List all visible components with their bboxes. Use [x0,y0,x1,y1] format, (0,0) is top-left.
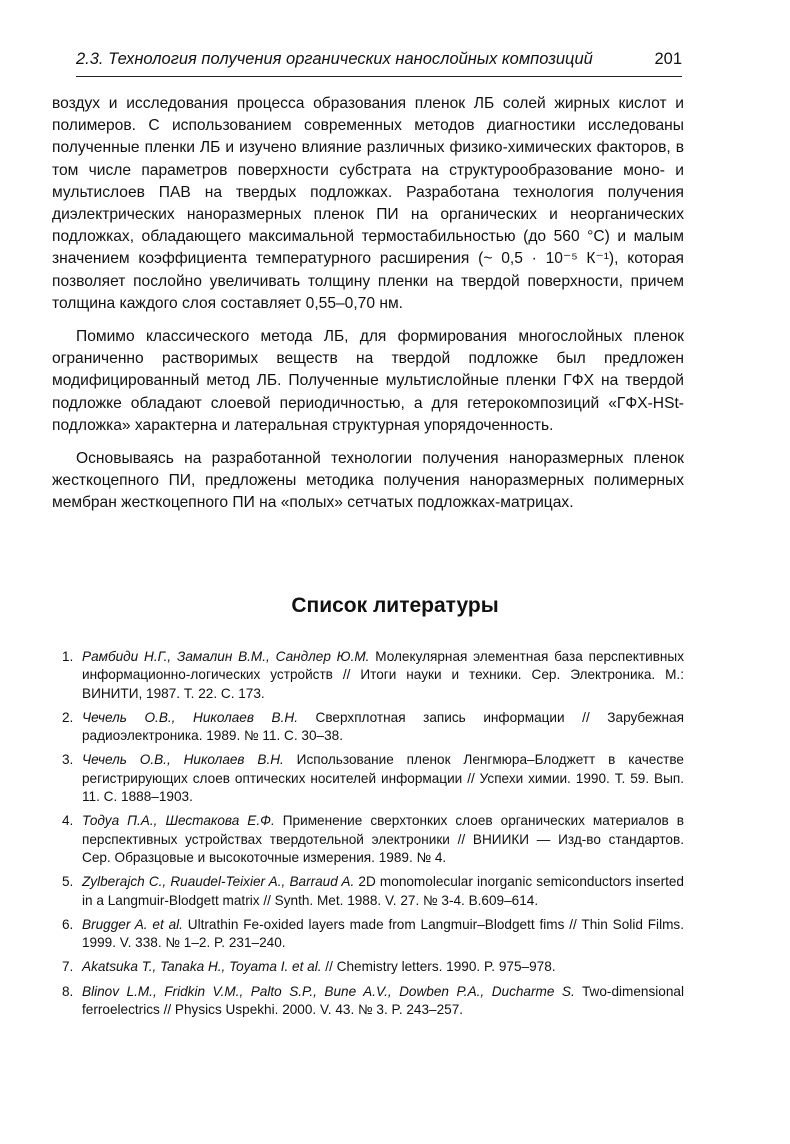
paragraph: Основываясь на разработанной технологии получения наноразмерных пленок жесткоцепного ПИ, предложены методика получения наноразмерных полимерных мембран жесткоцепного ПИ на «полых» сетчатых подложках-матрицах. [52,450,684,512]
reference-text: Сверхплотная запись информации // Зарубежная радиоэлектроника. 1989. № 11. С. 30–38. [82,709,684,744]
reference-item [52,709,684,746]
reference-authors: Zylberajch C., Ruaudel-Teixier A., Barraud A. [82,874,355,890]
reference-authors: Blinov L.M., Fridkin V.M., Palto S.P., Bune A.V., Dowben P.A., Ducharme S. [82,983,575,999]
reference-text: 2D monomolecular inorganic semiconductors inserted in a Langmuir-Blodgett matrix // Synth. Met. 1988. V. 27. № 3-4. B.609–614. [82,874,684,908]
running-head-title: 2.3. Технология получения органических нанослойных композиций [76,50,593,68]
reference-authors: Чечель О.В., Николаев В.Н. [82,752,284,768]
body-text [52,93,684,515]
reference-number: 1. [62,649,74,664]
page-number: 201 [654,50,682,68]
reference-text: Two-dimensional ferroelectrics // Physics Uspekhi. 2000. V. 43. № 3. P. 243–257. [82,983,685,1018]
reference-item [52,751,684,806]
reference-number: 6. [62,916,74,932]
reference-text: // Chemistry letters. 1990. P. 975–978. [321,959,556,975]
reference-item [52,812,684,867]
reference-item [52,648,684,703]
reference-number: 2. [62,709,74,725]
reference-number: 8. [62,983,74,999]
reference-authors: Brugger A. et al. [82,916,183,932]
reference-number: 3. [62,752,74,768]
reference-authors: Akatsuka T., Tanaka H., Toyama I. et al. [82,959,322,975]
reference-number: 4. [62,813,74,829]
reference-list [52,648,684,1025]
reference-item [52,873,684,910]
reference-text: Использование пленок Ленгмюра–Блоджетт в качестве регистрирующих слоев оптических носителей информации // Успехи химии. 1990. Т. 59. Вып. 11. С. 1888–1903. [82,752,684,805]
reference-number: 7. [62,959,74,975]
reference-item [52,958,684,976]
paragraph: воздух и исследования процесса образования пленок ЛБ солей жирных кислот и полимеров. С использованием современных методов диагностики исследованы полученные пленки ЛБ и изучено влияние различных физико-химических факторов, в том числе параметров поверхности субстрата на структурообразование моно- и мультислоев ПАВ на твердых подложках. Разработана технология получения диэлектрических наноразмерных пленок ПИ на органических и неорганических подложках, обладающего максимальной термостабильностью (до 560 °С) и малым значением коэффициента температурного расширения (~ 0,5 · 10⁻⁵ К⁻¹), которая позволяет послойно увеличивать толщину пленки на твердой поверхности, причем толщина каждого слоя составляет 0,55–0,70 нм. [52,95,684,312]
reference-item [52,983,684,1020]
reference-authors: Тодуа П.А., Шестакова Е.Ф. [82,813,275,829]
reference-item [52,916,684,953]
running-head [76,50,682,77]
paragraph: Помимо классического метода ЛБ, для формирования многослойных пленок ограниченно растворимых веществ на твердой подложке был предложен модифицированный метод ЛБ. Полученные мультислойные пленки ГФХ на твердой подложке обладают слоевой периодичностью, а для гетерокомпозиций «ГФХ-HSt-подложка» характерна и латеральная структурная упорядоченность. [52,328,684,434]
reference-text: Молекулярная элементная база перспективных информационно-логических устройств // Итоги науки и техники. Сер. Электроника. М.: ВИНИТИ, 1987. Т. 22. С. 173. [82,649,684,701]
references-heading: Список литературы [291,594,499,617]
reference-number: 5. [62,874,74,890]
reference-text: Применение сверхтонких слоев органических материалов в перспективных устройствах твердотельной электроники // ВНИИКИ — Изд-во стандартов. Сер. Образцовые и высокоточные измерения. 1989. № 4. [82,813,684,865]
reference-authors: Рамбиди Н.Г., Замалин В.М., Сандлер Ю.М. [82,649,370,664]
reference-text: Ultrathin Fe-oxided layers made from Langmuir–Blodgett fims // Thin Solid Films. 1999. V. 338. № 1–2. P. 231–240. [82,916,684,951]
reference-authors: Чечель О.В., Николаев В.Н. [82,709,298,725]
